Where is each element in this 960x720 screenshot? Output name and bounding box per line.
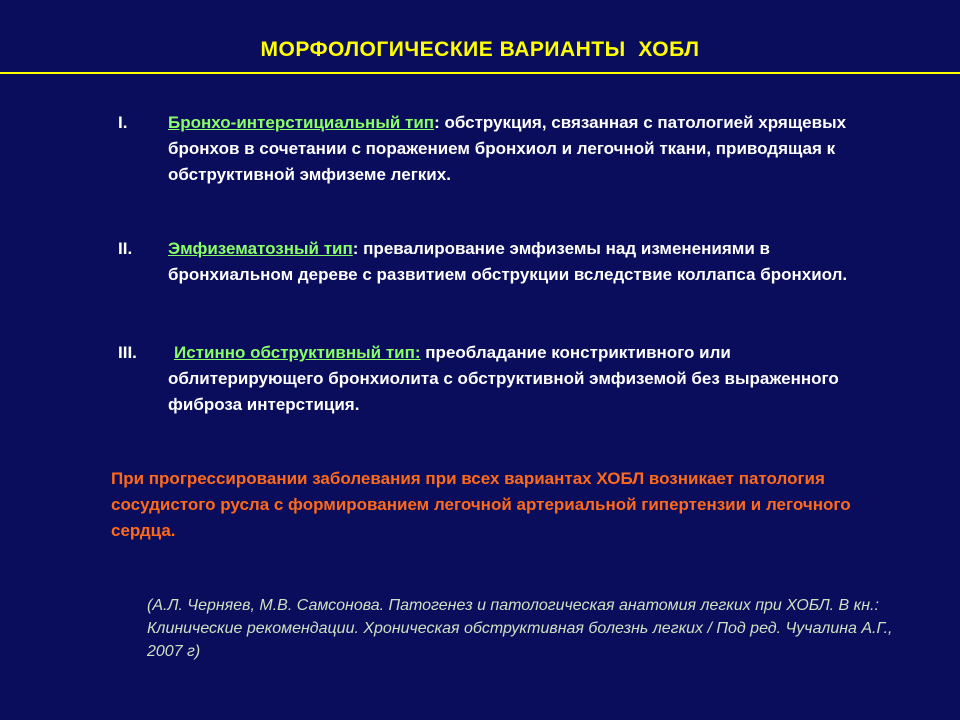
variant-numeral: III. — [118, 343, 137, 362]
variant-description: обструкция, связанная с патологией хрящевых бронхов в сочетании с поражением бронхиол и легочной ткани, приводящая к обструктивной эмфиземе легких. — [168, 113, 847, 184]
slide-title: МОРФОЛОГИЧЕСКИЕ ВАРИАНТЫ ХОБЛ — [260, 38, 700, 61]
variant-term: Эмфизематозный тип — [168, 239, 353, 258]
variant-term-separator: : — [352, 239, 359, 258]
variant-item-3 — [118, 340, 878, 418]
variant-description: преобладание констриктивного или облитерирующего бронхиолита с обструктивной эмфиземой без выраженного фиброза интерстиция. — [168, 343, 839, 414]
variant-description: превалирование эмфиземы над изменениями в бронхиальном дереве с развитием обструкции вследствие коллапса бронхиол. — [168, 239, 848, 284]
variant-numeral: I. — [118, 113, 128, 132]
variant-body — [168, 340, 878, 418]
reference-citation: (А.Л. Черняев, М.В. Самсонова. Патогенез и патологическая анатомия легких при ХОБЛ. В кн.: Клинические рекомендации. Хроническая обструктивная болезнь легких / Под ред. Чучалина А.Г., 2007 г) — [147, 597, 893, 660]
variant-numeral: II. — [118, 239, 133, 258]
variant-term: Истинно обструктивный тип: — [174, 343, 421, 362]
title-underline — [0, 72, 960, 74]
variant-body — [168, 110, 878, 188]
variant-item-2 — [118, 236, 878, 288]
variant-item-1 — [118, 110, 878, 188]
progression-note: При прогрессировании заболевания при всех вариантах ХОБЛ возникает патология сосудистого русла с формированием легочной артериальной гипертензии и легочного сердца. — [111, 469, 851, 540]
variant-body — [168, 236, 878, 288]
variant-term: Бронхо-интерстициальный тип — [168, 113, 435, 132]
variant-term-separator: : — [434, 113, 440, 132]
